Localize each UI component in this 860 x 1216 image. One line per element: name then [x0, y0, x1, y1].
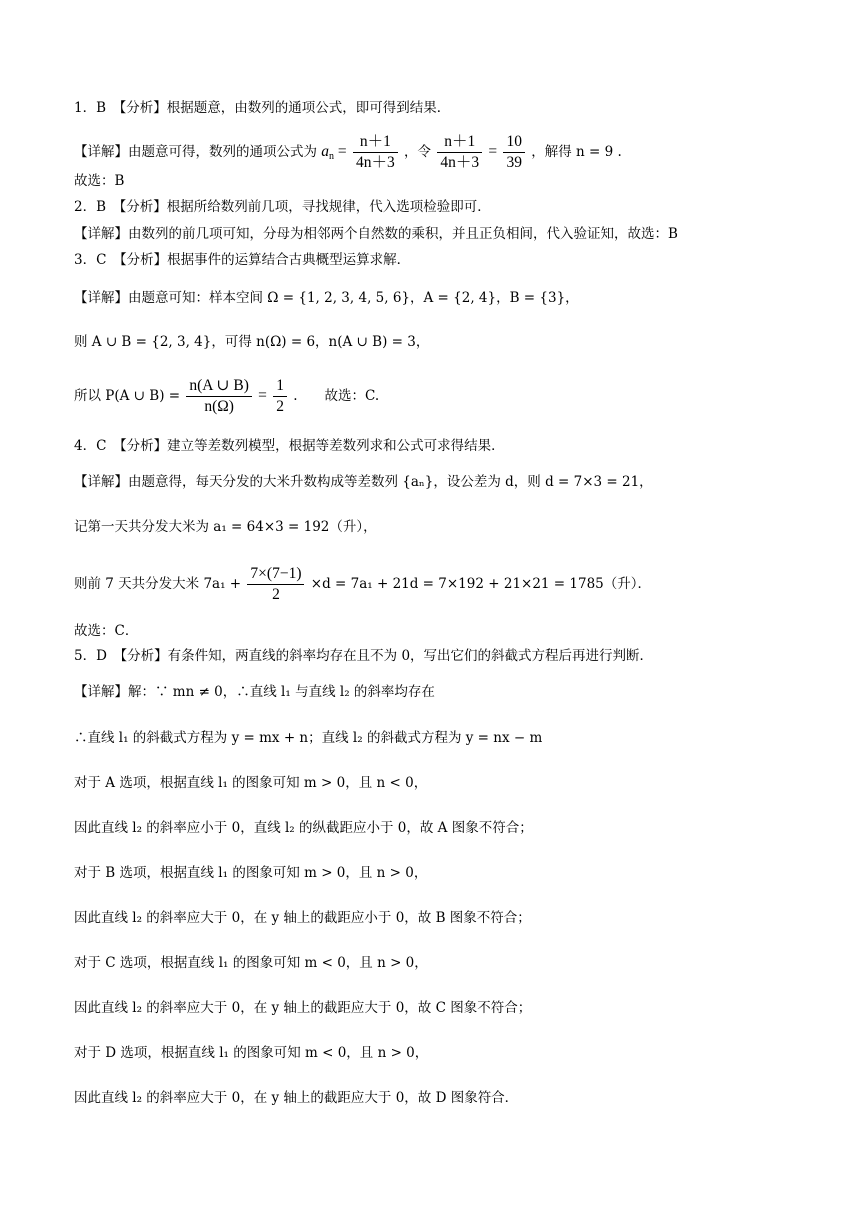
q1-an-symbol: a: [321, 143, 330, 160]
q3-prob-lhs: 所以 P(A ∪ B) =: [74, 388, 181, 404]
q1-fraction-1-num: n＋1: [353, 133, 398, 153]
q1-fraction-3-den: 39: [506, 154, 522, 171]
q1-solve: ，解得 n = 9 .: [531, 144, 622, 160]
q3-prob-num: n(A ∪ B): [186, 377, 252, 397]
q5-option-b: 对于 B 选项，根据直线 l₁ 的图象可知 m > 0，且 n > 0，: [74, 865, 428, 881]
q1-detail: [74, 132, 830, 172]
q5-option-a-result: 因此直线 l₂ 的斜率应小于 0，直线 l₂ 的纵截距应小于 0，故 A 图象不符合；: [74, 820, 533, 836]
q4-detail: 【详解】由题意得，每天分发的大米升数构成等差数列 {aₙ}，设公差为 d，则 d = 7×3 = 21，: [74, 474, 653, 490]
q4-sum-num: 7×(7−1): [247, 565, 304, 585]
q1-detail-text: 【详解】由题意可得，数列的通项公式为: [74, 144, 317, 160]
q3-analysis: 3．C 【分析】根据事件的运算结合古典概型运算求解．: [74, 252, 411, 268]
q3-union: 则 A ∪ B = {2, 3, 4}，可得 n(Ω) = 6，n(A ∪ B) = 3，: [74, 334, 430, 350]
q3-prob-equals: =: [258, 387, 267, 404]
q1-fraction-1: [353, 133, 398, 172]
q1-equals: =: [488, 143, 498, 160]
q3-half-fraction: [273, 377, 287, 416]
q3-probability: [74, 374, 830, 418]
q2-detail: 【详解】由数列的前几项可知，分母为相邻两个自然数的乘积，并且正负相间，代入验证知，故选：B: [74, 226, 678, 242]
q1-answer: 故选：B: [74, 173, 125, 189]
q4-sum: [74, 562, 830, 606]
q5-equations: ∴直线 l₁ 的斜截式方程为 y = mx + n；直线 l₂ 的斜截式方程为 y = nx − m: [74, 730, 543, 746]
q1-let: ，令: [404, 144, 432, 160]
q3-half-num: 1: [273, 377, 287, 397]
q1-analysis: 1．B 【分析】根据题意，由数列的通项公式，即可得到结果．: [74, 100, 451, 116]
q3-detail: 【详解】由题意可知：样本空间 Ω = {1, 2, 3, 4, 5, 6}，A = {2, 4}，B = {3}，: [74, 290, 579, 306]
q4-first-day: 记第一天共分发大米为 a₁ = 64×3 = 192（升），: [74, 519, 377, 535]
q5-analysis: 5．D 【分析】有条件知，两直线的斜率均存在且不为 0，写出它们的斜截式方程后再进行判断．: [74, 648, 654, 664]
q1-fraction-2: [437, 133, 482, 172]
q3-prob-den: n(Ω): [204, 398, 234, 415]
q4-sum-rhs: ×d = 7a₁ + 21d = 7×192 + 21×21 = 1785（升）．: [310, 576, 652, 592]
q4-sum-fraction: [247, 565, 304, 604]
q1-fraction-3-num: 10: [503, 133, 525, 153]
q5-option-d: 对于 D 选项，根据直线 l₁ 的图象可知 m < 0，且 n > 0，: [74, 1045, 429, 1061]
q5-option-a: 对于 A 选项，根据直线 l₁ 的图象可知 m > 0，且 n < 0，: [74, 775, 428, 791]
q3-answer: . 故选：C.: [293, 388, 380, 404]
q4-sum-den: 2: [272, 586, 280, 603]
q4-sum-lhs: 则前 7 天共分发大米 7a₁ +: [74, 576, 242, 592]
q5-option-d-result: 因此直线 l₂ 的斜率应大于 0，在 y 轴上的截距应大于 0，故 D 图象符合．: [74, 1090, 519, 1106]
q4-answer: 故选：C．: [74, 623, 139, 639]
q5-option-b-result: 因此直线 l₂ 的斜率应大于 0，在 y 轴上的截距应小于 0，故 B 图象不符合；: [74, 910, 531, 926]
q5-detail: 【详解】解：∵ mn ≠ 0，∴直线 l₁ 与直线 l₂ 的斜率均存在: [74, 684, 435, 700]
q1-an-sub: n: [329, 151, 335, 162]
q5-option-c-result: 因此直线 l₂ 的斜率应大于 0，在 y 轴上的截距应大于 0，故 C 图象不符合；: [74, 1000, 532, 1016]
q4-analysis: 4．C 【分析】建立等差数列模型，根据等差数列求和公式可求得结果．: [74, 438, 505, 454]
q1-fraction-1-den: 4n＋3: [355, 154, 395, 171]
q3-prob-fraction: [186, 377, 252, 416]
q2-analysis: 2．B 【分析】根据所给数列前几项，寻找规律，代入选项检验即可．: [74, 199, 491, 215]
q1-fraction-2-num: n＋1: [437, 133, 482, 153]
q1-fraction-3: [503, 133, 525, 172]
q1-fraction-2-den: 4n＋3: [440, 154, 480, 171]
q5-option-c: 对于 C 选项，根据直线 l₁ 的图象可知 m < 0，且 n > 0，: [74, 955, 428, 971]
q3-half-den: 2: [276, 398, 284, 415]
q1-an: $a_n$ =: [321, 143, 347, 162]
